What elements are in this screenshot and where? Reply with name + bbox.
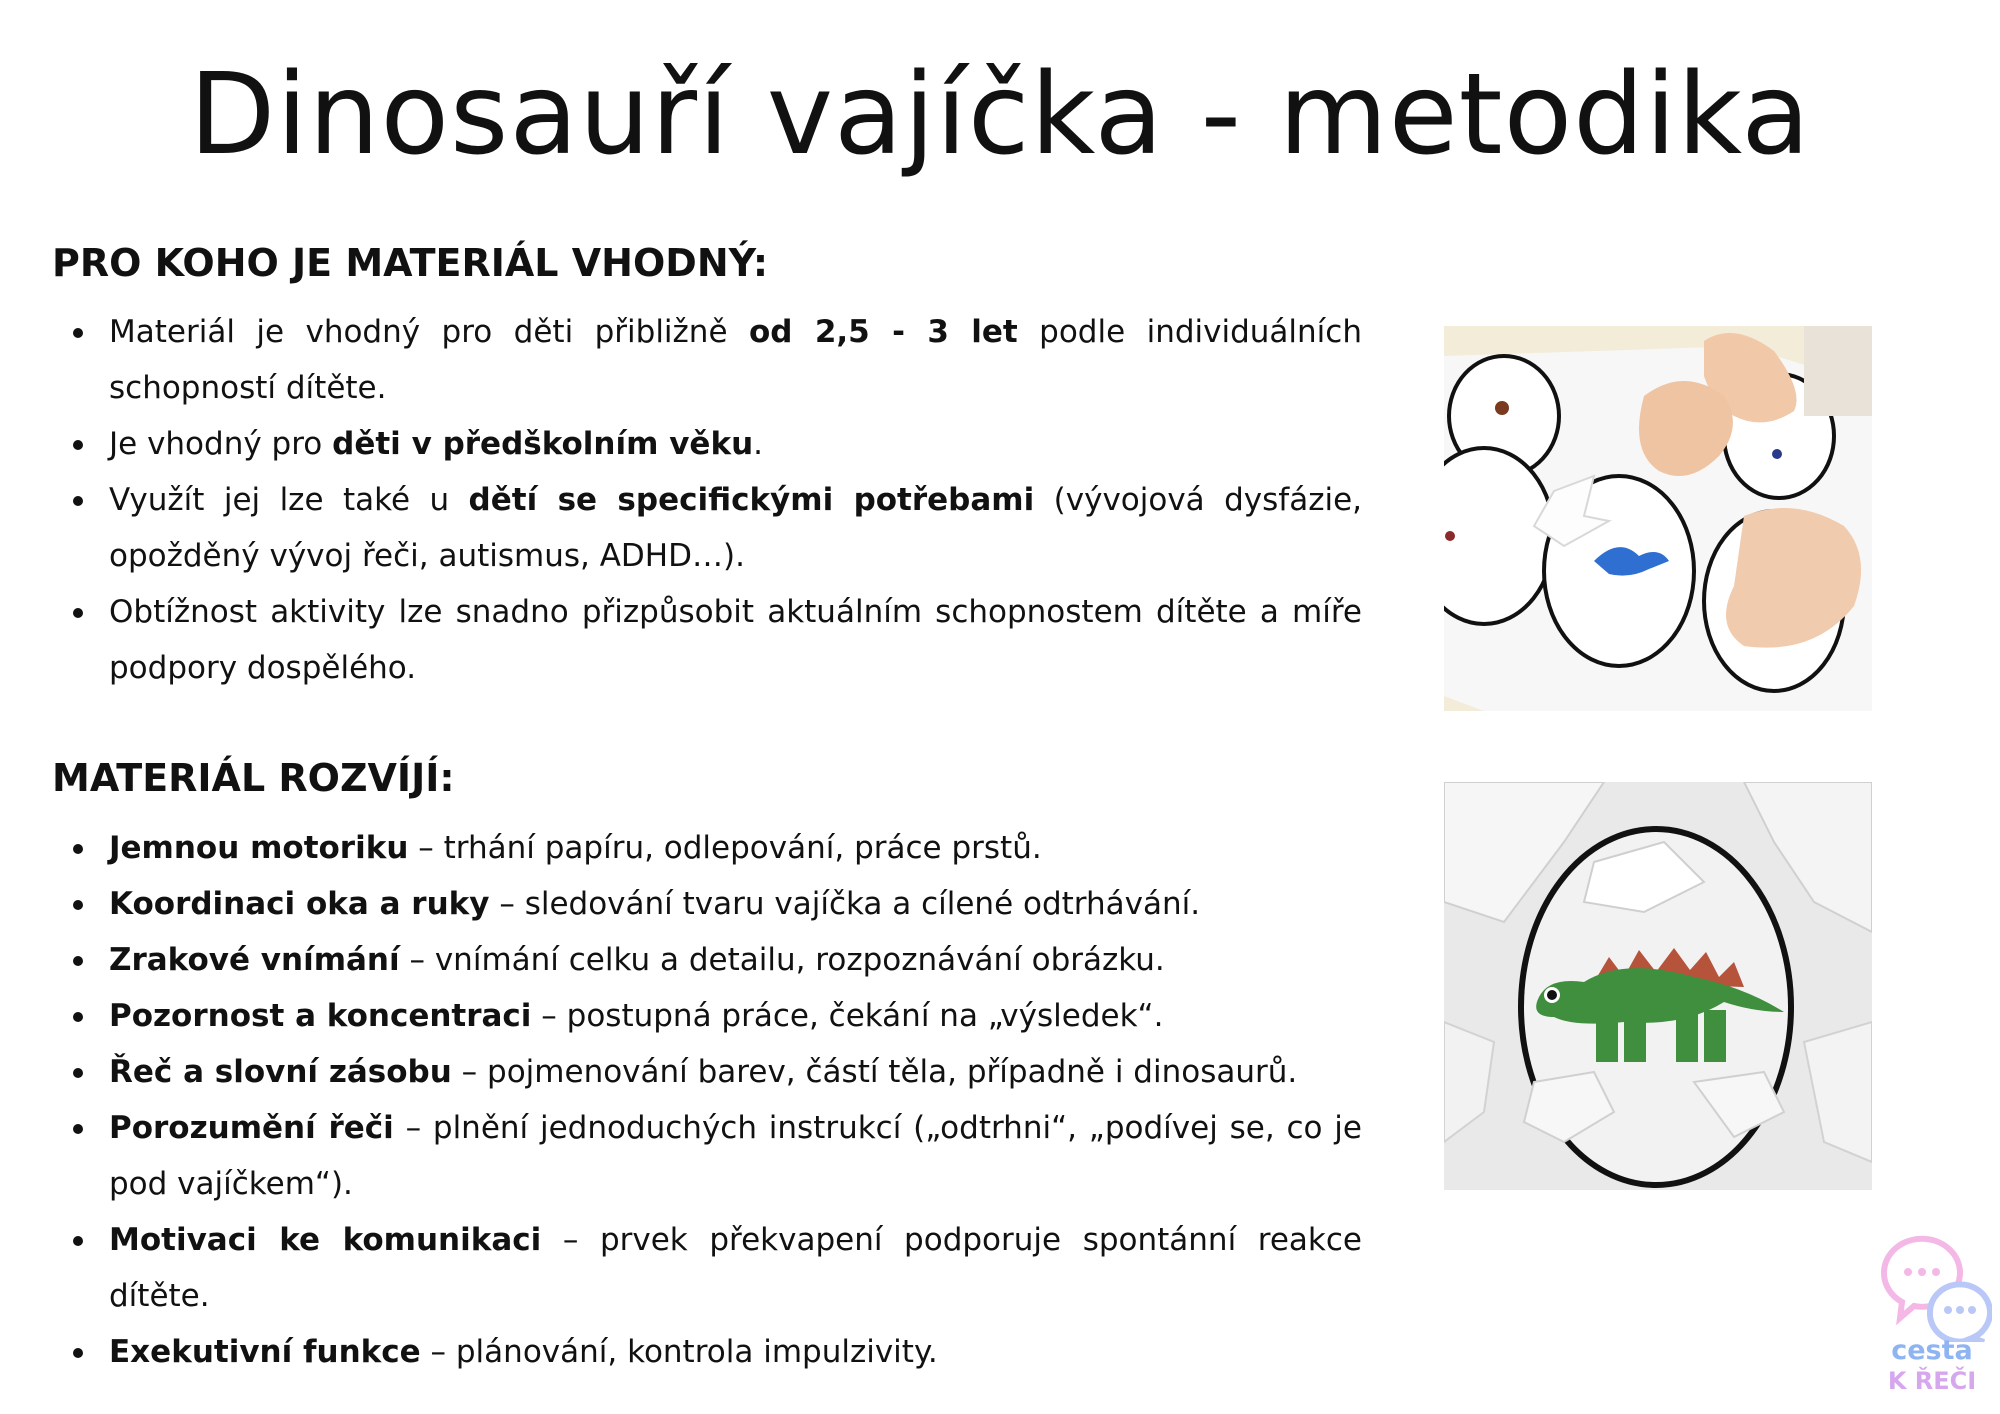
bullet-icon bbox=[73, 328, 83, 338]
list-item: Exekutivní funkce – plánování, kontrola impulzivity. bbox=[52, 1324, 1362, 1380]
logo-text-cesta: cesta bbox=[1891, 1335, 1973, 1366]
bullet-icon bbox=[73, 844, 83, 854]
list-item: Je vhodný pro děti v předškolním věku. bbox=[52, 416, 1362, 472]
section-heading-audience: PRO KOHO JE MATERIÁL VHODNÝ: bbox=[52, 241, 769, 285]
list-item: Motivaci ke komunikaci – prvek překvapení podporuje spontánní reakce dítěte. bbox=[52, 1212, 1362, 1324]
list-item: Obtížnost aktivity lze snadno přizpůsobit aktuálním schopnostem dítěte a míře podpory dospělého. bbox=[52, 584, 1362, 696]
bullet-icon bbox=[73, 440, 83, 450]
section-heading-develops: MATERIÁL ROZVÍJÍ: bbox=[52, 756, 455, 800]
bullet-icon bbox=[73, 496, 83, 506]
bullet-icon bbox=[73, 1236, 83, 1246]
list-item: Materiál je vhodný pro děti přibližně od 2,5 - 3 let podle individuálních schopností dítěte. bbox=[52, 304, 1362, 416]
bullet-icon bbox=[73, 1124, 83, 1134]
list-item: Jemnou motoriku – trhání papíru, odlepování, práce prstů. bbox=[52, 820, 1362, 876]
list-item: Porozumění řeči – plnění jednoduchých instrukcí („odtrhni“, „podívej se, co je pod vajíčkem“). bbox=[52, 1100, 1362, 1212]
photo-child-tearing-eggs bbox=[1444, 326, 1872, 711]
bullet-icon bbox=[73, 900, 83, 910]
photo-dinosaur-under-egg bbox=[1444, 782, 1872, 1190]
bullet-icon bbox=[73, 1348, 83, 1358]
bullet-icon bbox=[73, 1068, 83, 1078]
bullet-icon bbox=[73, 1012, 83, 1022]
list-item: Řeč a slovní zásobu – pojmenování barev, částí těla, případně i dinosaurů. bbox=[52, 1044, 1362, 1100]
list-item: Zrakové vnímání – vnímání celku a detailu, rozpoznávání obrázku. bbox=[52, 932, 1362, 988]
list-item: Využít jej lze také u dětí se specifickými potřebami (vývojová dysfázie, opožděný vývoj řeči, autismus, ADHD…). bbox=[52, 472, 1362, 584]
logo-text-k-reci: K ŘEČI bbox=[1887, 1367, 1977, 1395]
list-item: Koordinaci oka a ruky – sledování tvaru vajíčka a cílené odtrhávání. bbox=[52, 876, 1362, 932]
page-title: Dinosauří vajíčka - metodika bbox=[189, 50, 1811, 180]
brand-logo bbox=[1872, 1232, 1992, 1410]
chat-bubbles-icon bbox=[1872, 1232, 1992, 1342]
bullet-icon bbox=[73, 608, 83, 618]
bullet-icon bbox=[73, 956, 83, 966]
audience-list bbox=[52, 304, 1362, 696]
develops-list bbox=[52, 820, 1362, 1380]
list-item: Pozornost a koncentraci – postupná práce, čekání na „výsledek“. bbox=[52, 988, 1362, 1044]
